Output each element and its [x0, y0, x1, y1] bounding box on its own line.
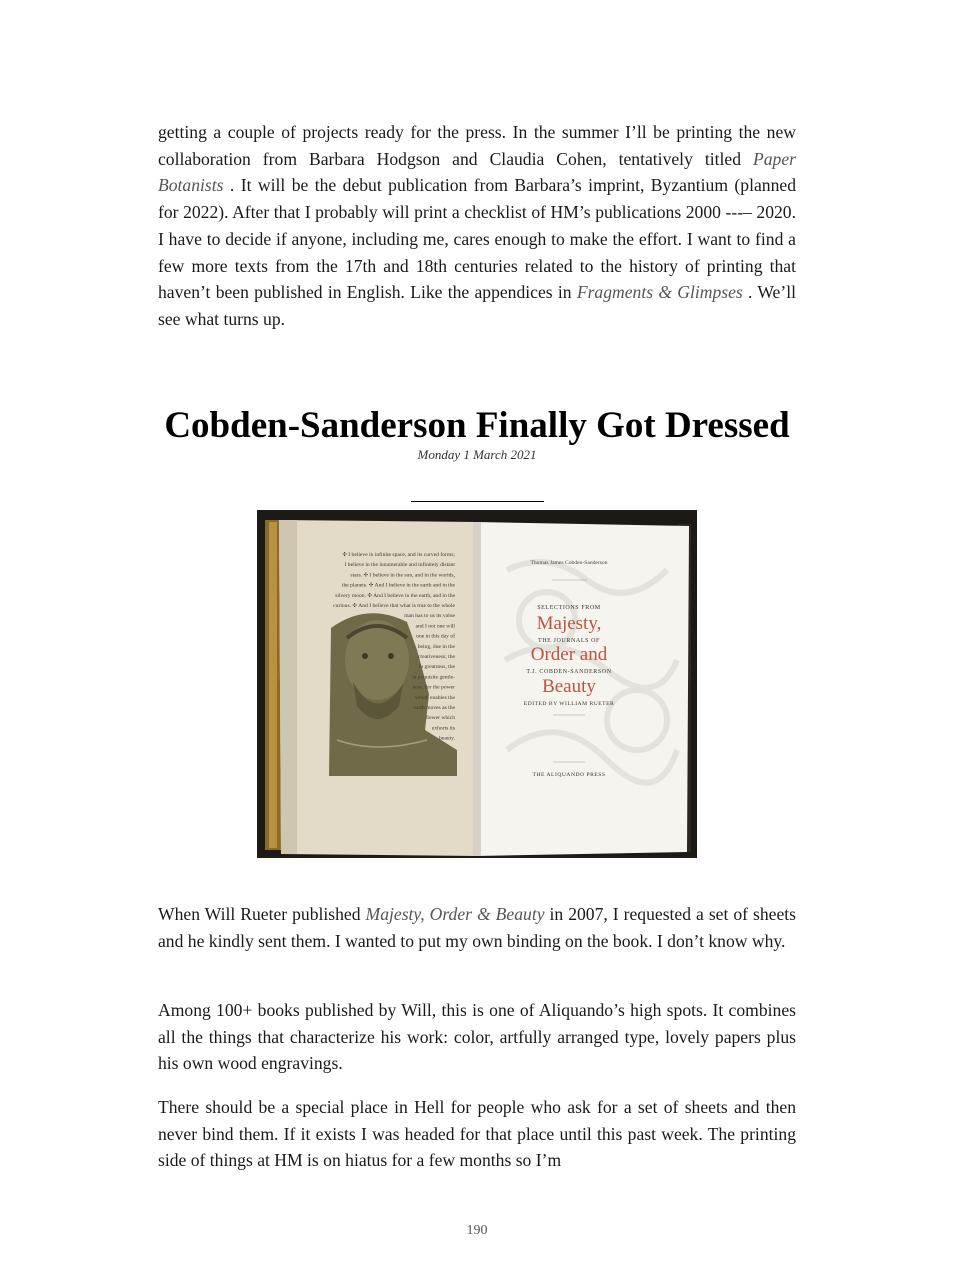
- left-page-line: earth moves as the: [413, 705, 455, 711]
- intro-text-2: . It will be the debut publication from Barbara’s imprint, Byzantium (planned for 2022). After that I probably will print a checklist of HM’s publications 2000 ---– 2020. I have to decide if anyone, including me, cares enough to make the effort. I want to find a few more texts from the 17th and 18th centuries related to the history of printing that haven’t been published in English. Like the appendices in: [158, 175, 796, 303]
- subject-line: T.J. COBDEN-SANDERSON: [526, 669, 612, 675]
- left-page-line: ness, for the power: [412, 684, 455, 691]
- post-date: Monday 1 March 2021: [417, 447, 537, 462]
- left-page-line: stars. ✣ I believe in the sun, and in the worlds,: [350, 572, 455, 579]
- left-page-line: exhorts its: [431, 725, 455, 732]
- paragraph-aliquando: [158, 997, 796, 1077]
- selections-line: SELECTIONS FROM: [537, 605, 601, 611]
- book-photo: [257, 510, 697, 858]
- left-page-line: I believe in the innumerable and infinitely distant: [344, 562, 455, 569]
- paper-botanists-title: Paper Botanists: [158, 148, 796, 196]
- p2-text-1: When Will Rueter published: [158, 904, 366, 924]
- left-page-line: curious. ✣ And I believe that what is true to the whole: [333, 603, 455, 609]
- left-page-line: beauty.: [439, 735, 455, 742]
- left-page-line: being, due in the: [417, 643, 455, 650]
- journals-line: THE JOURNALS OF: [537, 638, 601, 644]
- left-page-line: man has to us its value: [404, 613, 455, 620]
- intro-paragraph: [158, 119, 796, 333]
- p4-text: There should be a special place in Hell for people who ask for a set of sheets and then never bind them. If it exists I was headed for that place until this past week. The printing side of things at HM is on hiatus for a few months so I’m: [158, 1097, 796, 1171]
- page-number: 190: [466, 1223, 488, 1238]
- left-page-line: one in this day of: [416, 633, 455, 640]
- paragraph-rueter: [158, 901, 796, 954]
- post-title: Cobden-Sanderson Finally Got Dressed: [164, 405, 790, 446]
- title-majesty: Majesty,: [536, 613, 602, 634]
- p2-text-2: in 2007, I requested a set of sheets and he kindly sent them. I wanted to put my own binding on the book. I don’t know why.: [158, 904, 797, 951]
- fragments-glimpses-title: Fragments & Glimpses: [576, 282, 743, 303]
- intro-text-3: . We’ll see what turns up.: [158, 282, 797, 329]
- left-page-line: the planets. ✣ And I believe in the earth and in the: [341, 582, 455, 589]
- title-beauty: Beauty: [542, 676, 596, 697]
- left-page-line: creativeness; the: [417, 654, 455, 660]
- intro-text-1: getting a couple of projects ready for the press. In the summer I’ll be printing the new collaboration from Barbara Hodgson and Claudia Cohen, tentatively titled: [158, 122, 796, 169]
- title-order: Order and: [530, 644, 608, 665]
- left-page-line: flower which: [425, 715, 455, 722]
- p3-text: Among 100+ books published by Will, this is one of Aliquando’s high spots. It combines all the things that characterize his work: color, artfully arranged type, lovely papers plus his own wood engravings.: [158, 1000, 796, 1074]
- left-page-line: in exquisite gentle-: [412, 674, 455, 681]
- paragraph-hell: [158, 1094, 796, 1174]
- press-line: THE ALIQUANDO PRESS: [532, 772, 606, 778]
- left-page-line: ✣ I believe in infinite space, and its curved forms;: [342, 552, 455, 558]
- majesty-order-beauty-title: Majesty, Order & Beauty: [365, 904, 545, 924]
- left-page-line: which enables the: [414, 694, 455, 701]
- left-page-line: silvery moon. ✣ And I believe in the earth, and in the: [335, 592, 455, 599]
- divider: [411, 501, 544, 502]
- editor-line: EDITED BY WILLIAM RUETER: [523, 701, 615, 707]
- author-line: Thomas James Cobden-Sanderson: [530, 560, 608, 566]
- left-page-line: in greatness, the: [418, 664, 455, 671]
- left-page-line: and I not one will: [415, 623, 455, 630]
